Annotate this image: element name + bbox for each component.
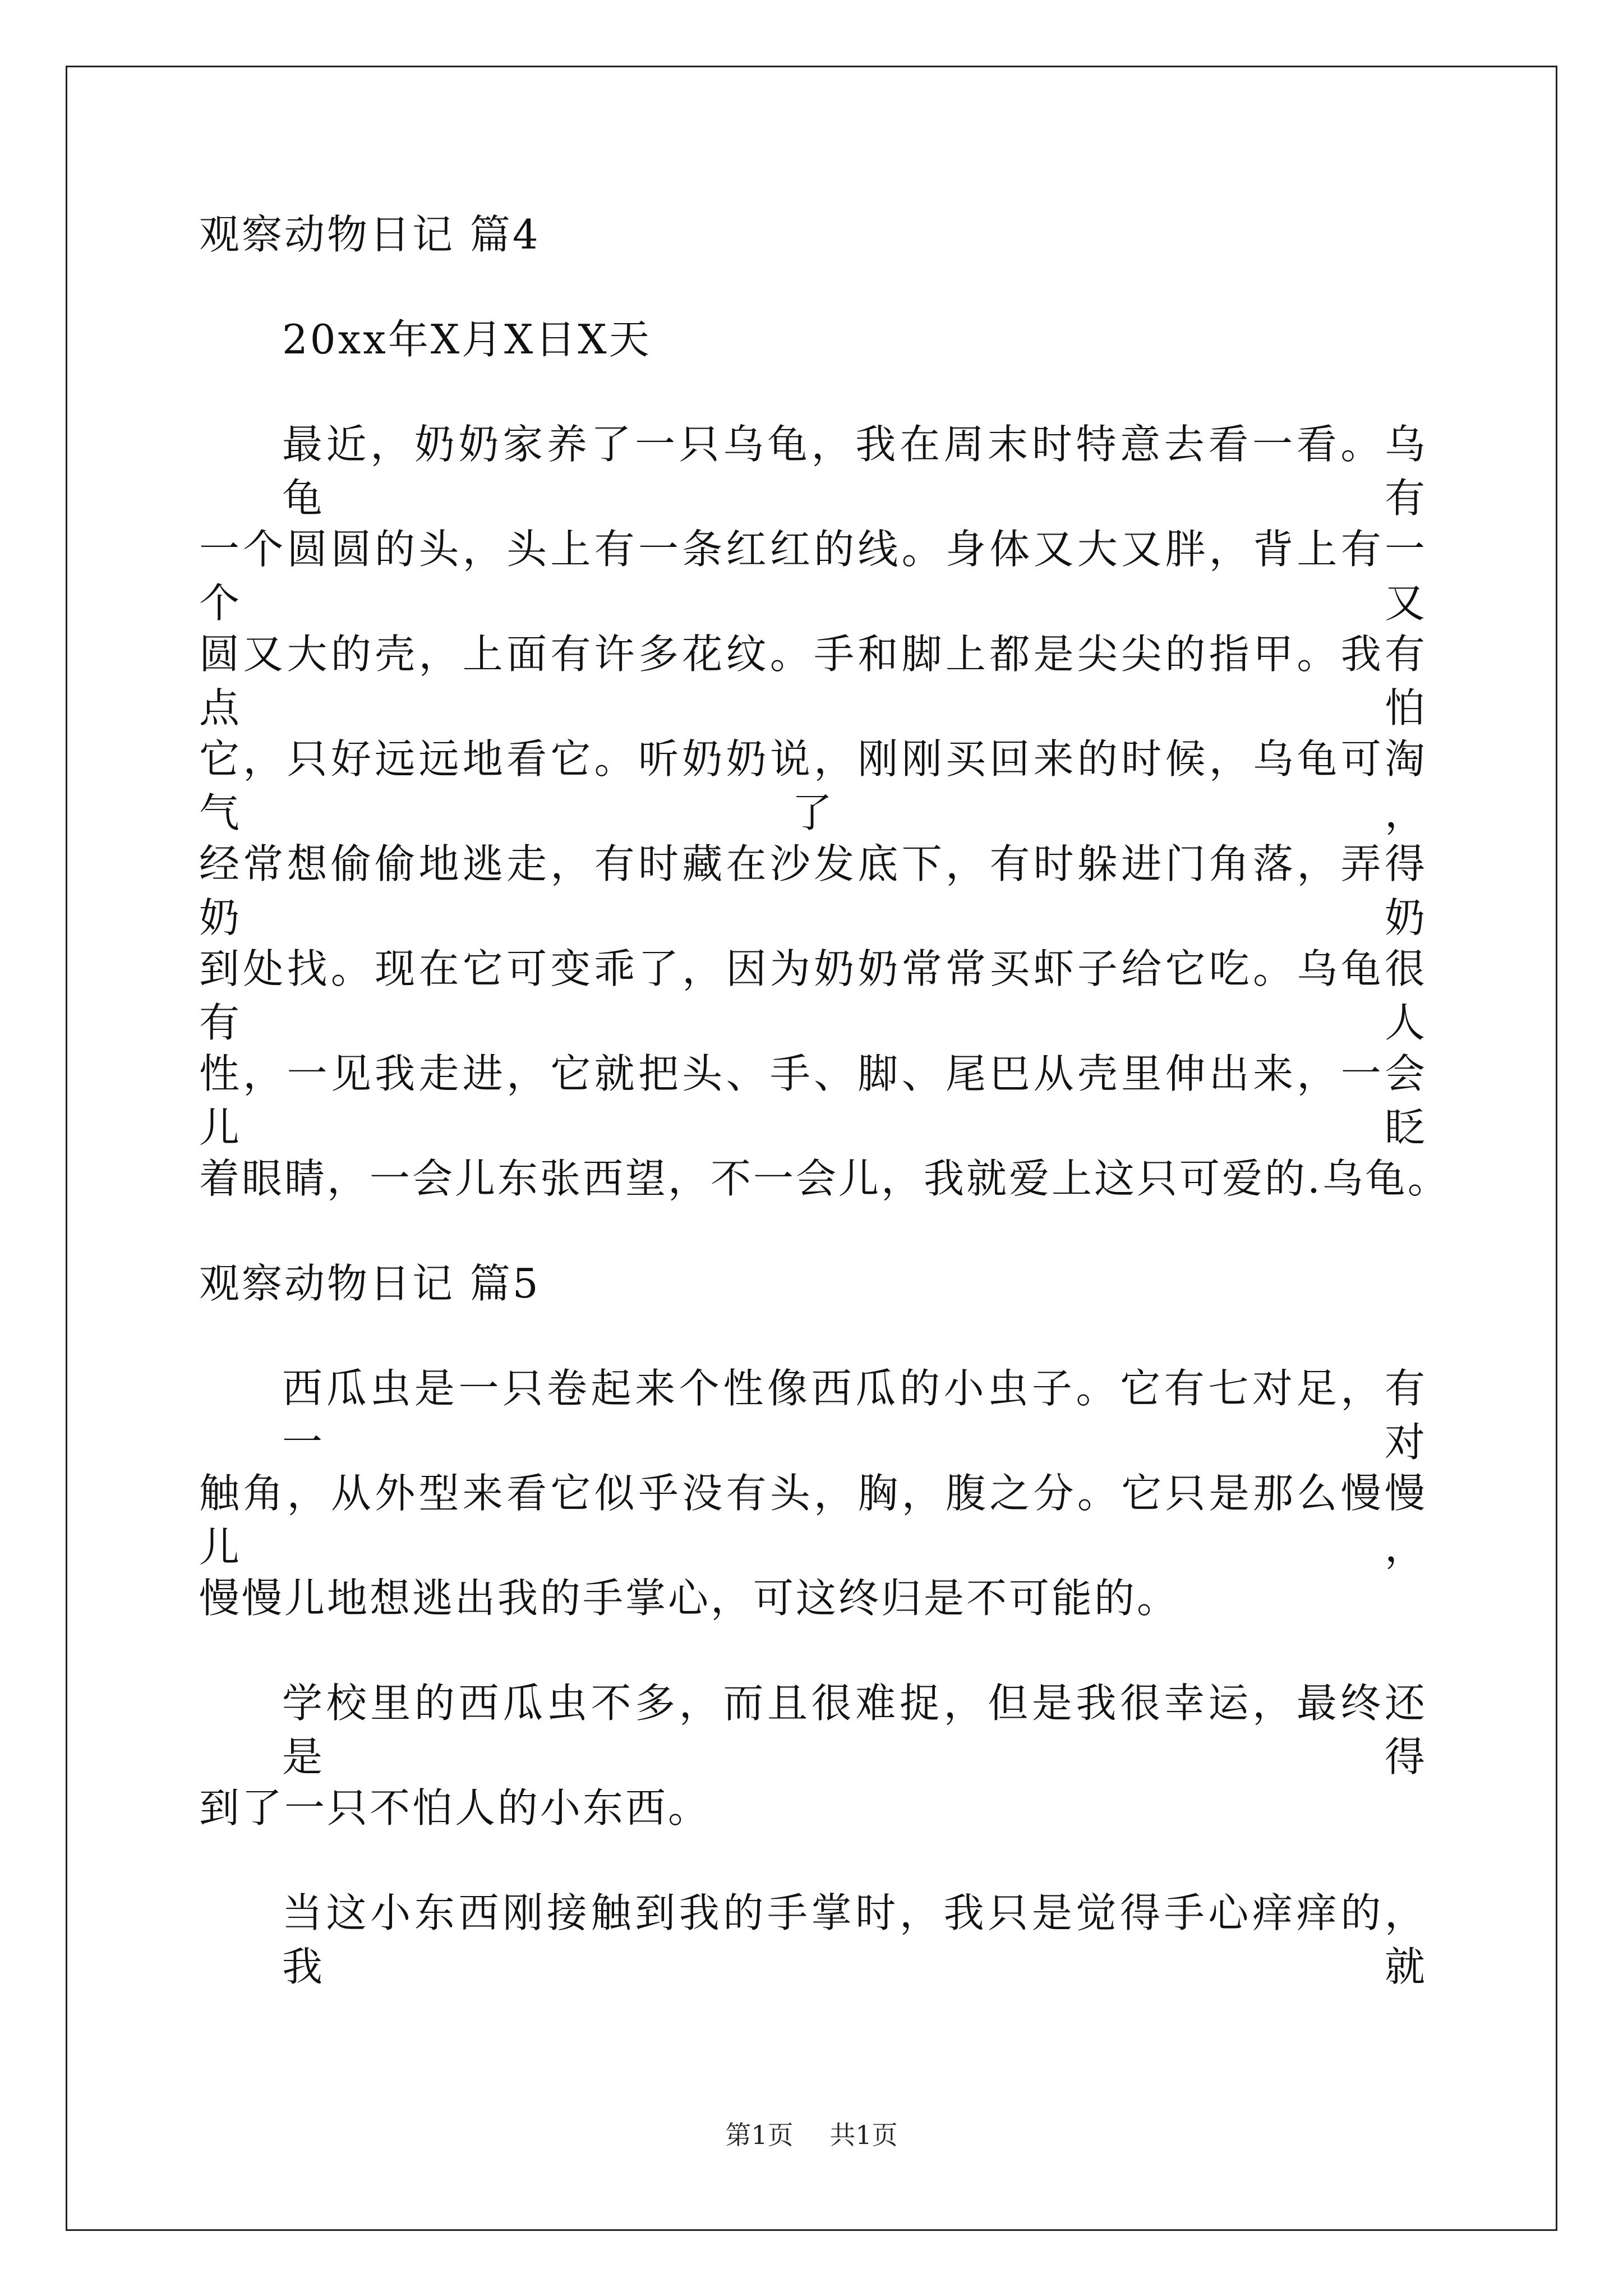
- text-line: 20xx年X月X日X天: [282, 316, 652, 363]
- text-line: 到了一只不怕人的小东西。: [199, 1784, 711, 1832]
- text-line: 西瓜虫是一只卷起来个性像西瓜的小虫子。它有七对足，有一对: [282, 1365, 1427, 1466]
- text-line: 慢慢儿地想逃出我的手掌心，可这终归是不可能的。: [199, 1575, 1180, 1622]
- text-line: 圆又大的壳，上面有许多花纹。手和脚上都是尖尖的指甲。我有点怕: [199, 631, 1427, 731]
- text-line: 当这小东西刚接触到我的手掌时，我只是觉得手心痒痒的，我就: [282, 1889, 1427, 1990]
- text-line: 到处找。现在它可变乖了，因为奶奶常常买虾子给它吃。乌龟很有人: [199, 945, 1427, 1046]
- section-heading: 观察动物日记 篇5: [199, 1260, 541, 1307]
- page-footer: [0, 2115, 1623, 2152]
- document-body: [199, 208, 1450, 1991]
- page-total: 共1页: [829, 2120, 898, 2150]
- text-line: 一个圆圆的头，头上有一条红红的线。身体又大又胖，背上有一个又: [199, 526, 1427, 627]
- text-line: 学校里的西瓜虫不多，而且很难捉，但是我很幸运，最终还是得: [282, 1680, 1427, 1780]
- page-number: 第1页: [725, 2120, 794, 2150]
- text-line: 着眼睛，一会儿东张西望，不一会儿，我就爱上这只可爱的.乌龟。: [199, 1155, 1450, 1202]
- section-heading: 观察动物日记 篇4: [199, 211, 541, 258]
- text-line: 触角，从外型来看它似乎没有头，胸，腹之分。它只是那么慢慢儿，: [199, 1470, 1427, 1571]
- text-line: 最近，奶奶家养了一只乌龟，我在周末时特意去看一看。乌龟有: [282, 421, 1427, 522]
- text-line: 性，一见我走进，它就把头、手、脚、尾巴从壳里伸出来，一会儿眨: [199, 1050, 1427, 1151]
- text-line: 它，只好远远地看它。听奶奶说，刚刚买回来的时候，乌龟可淘气了，: [199, 735, 1427, 836]
- text-line: 经常想偷偷地逃走，有时藏在沙发底下，有时躲进门角落，弄得奶奶: [199, 840, 1427, 941]
